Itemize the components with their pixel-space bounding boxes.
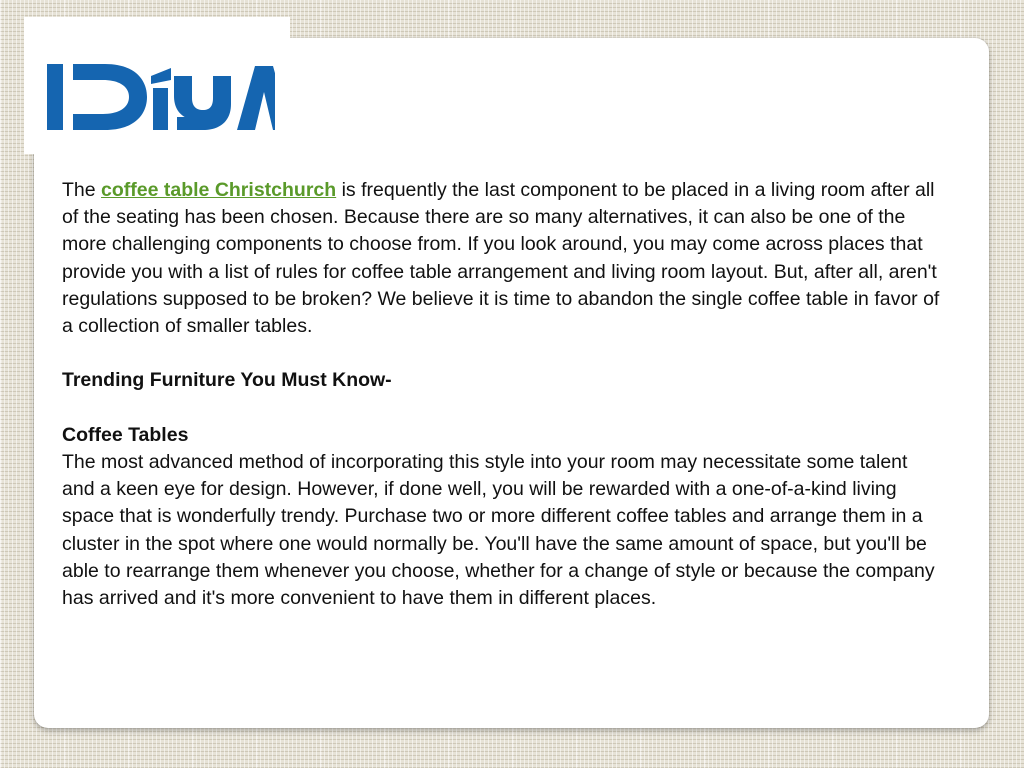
intro-text-rest: is frequently the last component to be placed in a living room after all of the seating has been chosen. Because there are so many alternatives, it can also be one of the more challenging components to choose from. If you look around, you may come across places that provide you with a list of rules for coffee table arrangement and living room layout. But, after all, aren't regulations supposed to be broken? We believe it is time to abandon the single coffee table in favor of a collection of smaller tables. <box>62 179 940 338</box>
sub-heading: Coffee Tables <box>62 423 189 446</box>
section-heading: Trending Furniture You Must Know- <box>62 369 392 392</box>
article-content <box>62 177 942 612</box>
intro-text-start: The <box>62 179 102 201</box>
idiya-logo-icon <box>47 62 275 132</box>
coffee-table-christchurch-link[interactable]: coffee table Christchurch <box>101 179 337 201</box>
body-paragraph: The most advanced method of incorporating this style into your room may necessitate some talent and a keen eye for design. However, if done well, you will be rewarded with a one-of-a-kind living space that is wonderfully trendy. Purchase two or more different coffee tables and arrange them in a cluster in the spot where one would normally be. You'll have the same amount of space, but you'll be able to rearrange them whenever you choose, whether for a change of style or because the company has arrived and it's more convenient to have them in different places. <box>62 451 935 610</box>
spacer <box>62 340 942 367</box>
logo <box>24 17 290 154</box>
intro-paragraph <box>62 177 942 340</box>
spacer <box>62 395 942 422</box>
